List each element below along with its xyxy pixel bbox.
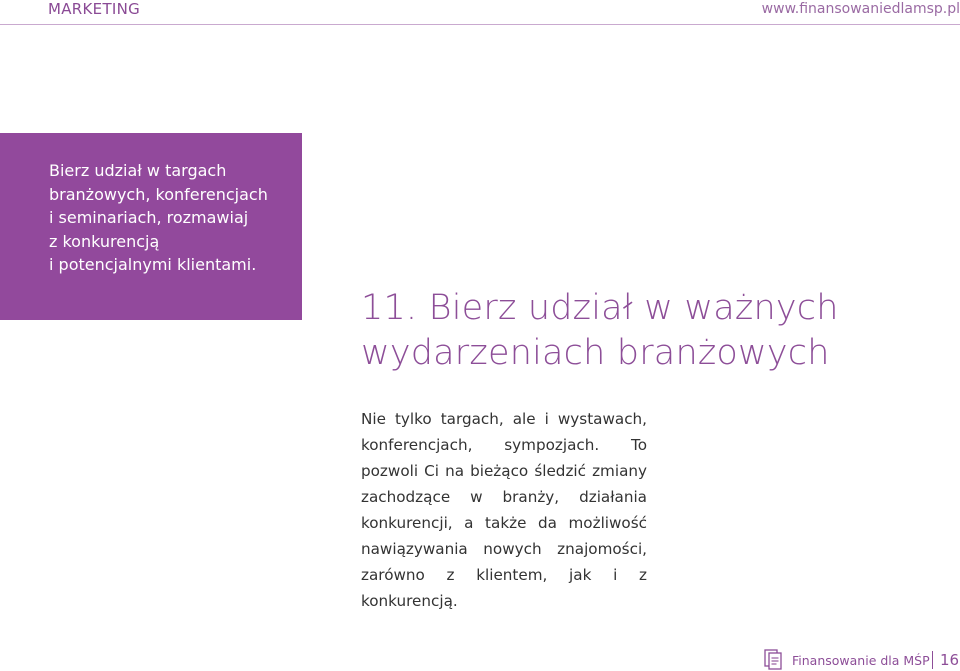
page-number: 16	[940, 651, 960, 669]
header-rule	[0, 24, 960, 25]
article-body: Nie tylko targach, ale i wystawach, konferencjach, sympozjach. To pozwoli Ci na bieżąco śledzić zmiany zachodzące w branży, działania konkurencji, a także da możliwość nawiązywania nowych znajomości, zarówno z klientem, jak i z konkurencją.	[361, 410, 647, 610]
callout-text: Bierz udział w targach branżowych, konferencjach i seminariach, rozmawiaj z konkurencją i potencjalnymi klientami.	[49, 161, 268, 274]
footer-divider	[932, 651, 933, 669]
site-url-link[interactable]: www.finansowaniedlamsp.pl	[761, 1, 960, 17]
document-stack-icon	[762, 648, 784, 670]
footer-brand: Finansowanie dla MŚP	[792, 653, 930, 668]
article-title: 11. Bierz udział w ważnych wydarzeniach branżowych	[361, 288, 839, 373]
section-label: MARKETING	[48, 0, 141, 18]
callout-box	[0, 133, 302, 320]
